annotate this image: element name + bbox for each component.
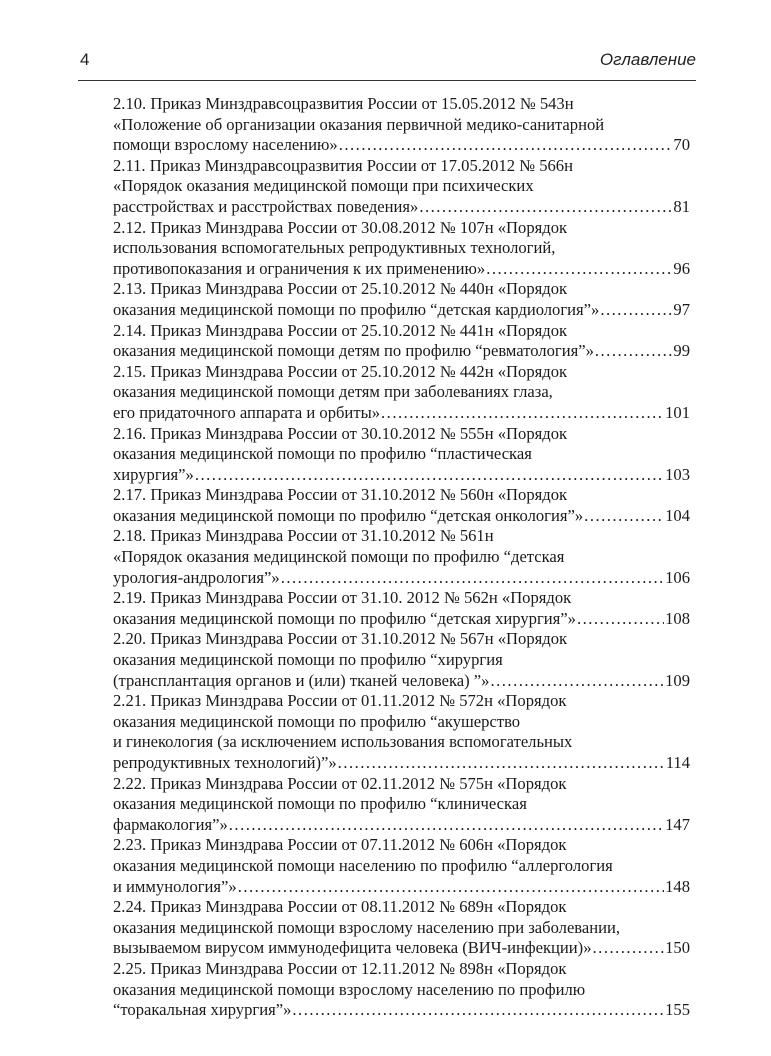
- toc-entry-final-line: [113, 197, 690, 218]
- toc-entry-line: оказания медицинской помощи детям при заболеваниях глаза,: [113, 382, 553, 402]
- header-rule: [78, 80, 696, 81]
- toc-page-number[interactable]: 155: [665, 1000, 690, 1020]
- toc-entry-line: “торакальная хирургия”»: [113, 1000, 292, 1020]
- toc-entry-final-line: [113, 135, 690, 156]
- toc-entry-final-line: [113, 815, 690, 836]
- toc-entry-final-line: [113, 403, 690, 424]
- toc-entry-line: и иммунология”»: [113, 876, 237, 896]
- toc-entry-line: вызываемом вирусом иммунодефицита человека (ВИЧ-инфекции)»: [113, 938, 592, 958]
- toc-entry-line: 2.25. Приказ Минздрава России от 12.11.2012 № 898н «Порядок: [113, 958, 567, 978]
- page-number: 4: [80, 50, 90, 69]
- toc-page-number[interactable]: 148: [665, 876, 690, 896]
- toc-page-number[interactable]: 104: [665, 505, 690, 525]
- toc-page-number[interactable]: 109: [665, 670, 690, 690]
- toc-entry[interactable]: [113, 526, 690, 588]
- toc-page-number[interactable]: 81: [673, 196, 690, 216]
- dot-leader: [339, 135, 673, 156]
- toc-entry[interactable]: [113, 156, 690, 218]
- dot-leader: [195, 465, 664, 486]
- toc-entry[interactable]: [113, 218, 690, 280]
- toc-entry-line: 2.16. Приказ Минздрава России от 30.10.2012 № 555н «Порядок: [113, 423, 568, 443]
- toc-entry-final-line: [113, 341, 690, 362]
- dot-leader: [238, 877, 664, 898]
- toc-entry-line: «Порядок оказания медицинской помощи по профилю “детская: [113, 547, 565, 567]
- toc-entry[interactable]: [113, 362, 690, 424]
- toc-page-number[interactable]: 114: [665, 753, 690, 772]
- toc-entry-final-line: [113, 609, 690, 630]
- table-of-contents: [113, 94, 690, 1021]
- toc-entry-line: «Порядок оказания медицинской помощи при психических: [113, 176, 534, 196]
- toc-entry-line: (трансплантация органов и (или) тканей человека) ”»: [113, 670, 490, 690]
- toc-entry-line: 2.15. Приказ Минздрава России от 25.10.2012 № 442н «Порядок: [113, 361, 568, 381]
- dot-leader: [490, 671, 664, 692]
- dot-leader: [577, 609, 664, 630]
- toc-entry-final-line: [113, 568, 690, 589]
- toc-entry-line: «Положение об организации оказания первичной медико-санитарной: [113, 114, 605, 134]
- dot-leader: [584, 506, 664, 527]
- toc-entry-final-line: [113, 671, 690, 692]
- toc-entry[interactable]: [113, 629, 690, 691]
- toc-entry[interactable]: [113, 279, 690, 320]
- toc-entry-line: 2.12. Приказ Минздрава России от 30.08.2012 № 107н «Порядок: [113, 217, 568, 237]
- toc-entry-line: репродуктивных технологий)”»: [113, 753, 337, 772]
- toc-entry-line: 2.24. Приказ Минздрава России от 08.11.2012 № 689н «Порядок: [113, 897, 567, 917]
- toc-page-number[interactable]: 108: [665, 608, 690, 628]
- toc-page-number[interactable]: 101: [665, 402, 690, 422]
- dot-leader: [338, 753, 665, 774]
- dot-leader: [486, 259, 672, 280]
- toc-entry-line: 2.11. Приказ Минздравсоцразвития России от 17.05.2012 № 566н: [113, 155, 573, 175]
- running-head-title: Оглавление: [599, 50, 696, 69]
- toc-entry-line: оказания медицинской помощи взрослому населению при заболевании,: [113, 917, 621, 937]
- dot-leader: [281, 568, 664, 589]
- toc-entry-final-line: [113, 877, 690, 898]
- toc-page-number[interactable]: 103: [665, 464, 690, 484]
- dot-leader: [595, 341, 673, 362]
- toc-entry-line: оказания медицинской помощи по профилю “пластическая: [113, 444, 532, 464]
- dot-leader: [292, 1000, 664, 1021]
- toc-entry-line: 2.20. Приказ Минздрава России от 31.10.2012 № 567н «Порядок: [113, 629, 568, 649]
- toc-entry-final-line: [113, 259, 690, 280]
- toc-page-number[interactable]: 99: [673, 341, 690, 361]
- dot-leader: [419, 197, 672, 218]
- toc-entry-line: 2.18. Приказ Минздрава России от 31.10.2012 № 561н: [113, 526, 494, 546]
- toc-entry-final-line: [113, 300, 690, 321]
- toc-entry-line: оказания медицинской помощи по профилю “детская хирургия”»: [113, 608, 576, 628]
- toc-entry-line: 2.14. Приказ Минздрава России от 25.10.2012 № 441н «Порядок: [113, 320, 568, 340]
- toc-entry-final-line: [113, 506, 690, 527]
- toc-entry-line: оказания медицинской помощи по профилю “хирургия: [113, 650, 503, 670]
- toc-entry-line: его придаточного аппарата и орбиты»: [113, 402, 381, 422]
- toc-entry[interactable]: [113, 94, 690, 156]
- toc-entry-line: 2.21. Приказ Минздрава России от 01.11.2012 № 572н «Порядок: [113, 691, 567, 711]
- toc-entry[interactable]: [113, 897, 690, 959]
- toc-entry[interactable]: [113, 691, 690, 773]
- toc-entry-line: оказания медицинской помощи взрослому населению по профилю: [113, 979, 586, 999]
- toc-entry[interactable]: [113, 774, 690, 836]
- dot-leader: [381, 403, 664, 424]
- toc-entry-line: 2.13. Приказ Минздрава России от 25.10.2012 № 440н «Порядок: [113, 279, 568, 299]
- toc-entry-line: оказания медицинской помощи по профилю “детская кардиология”»: [113, 299, 600, 319]
- toc-page-number[interactable]: 97: [673, 299, 690, 319]
- toc-entry-line: 2.19. Приказ Минздрава России от 31.10. 2012 № 562н «Порядок: [113, 588, 572, 608]
- toc-entry-line: расстройствах и расстройствах поведения»: [113, 196, 419, 216]
- toc-page-number[interactable]: 106: [665, 567, 690, 587]
- toc-entry-line: оказания медицинской помощи населению по профилю “аллергология: [113, 855, 613, 875]
- dot-leader: [593, 938, 665, 959]
- toc-entry-line: оказания медицинской помощи по профилю “акушерство: [113, 711, 521, 731]
- toc-entry-line: 2.23. Приказ Минздрава России от 07.11.2012 № 606н «Порядок: [113, 835, 567, 855]
- toc-entry-final-line: [113, 753, 690, 774]
- toc-entry-line: оказания медицинской помощи по профилю “детская онкология”»: [113, 505, 584, 525]
- toc-entry-line: фармакология”»: [113, 814, 228, 834]
- toc-entry-line: урология-андрология”»: [113, 567, 280, 587]
- toc-entry-final-line: [113, 1000, 690, 1021]
- toc-entry-final-line: [113, 465, 690, 486]
- toc-entry-line: помощи взрослому населению»: [113, 135, 338, 155]
- toc-entry[interactable]: [113, 959, 690, 1021]
- toc-page-number[interactable]: 150: [665, 938, 690, 958]
- toc-entry-line: оказания медицинской помощи по профилю “клиническая: [113, 794, 527, 814]
- toc-entry[interactable]: [113, 321, 690, 362]
- dot-leader: [600, 300, 672, 321]
- dot-leader: [229, 815, 664, 836]
- toc-page-number[interactable]: 96: [673, 258, 690, 278]
- toc-entry[interactable]: [113, 835, 690, 897]
- toc-entry[interactable]: [113, 485, 690, 526]
- toc-entry[interactable]: [113, 588, 690, 629]
- toc-entry-line: и гинекология (за исключением использования вспомогательных: [113, 732, 573, 752]
- toc-entry-line: хирургия”»: [113, 464, 194, 484]
- toc-entry-line: оказания медицинской помощи детям по профилю “ревматология”»: [113, 341, 594, 361]
- toc-entry-line: использования вспомогательных репродуктивных технологий,: [113, 238, 556, 258]
- toc-page-number[interactable]: 70: [673, 135, 690, 155]
- toc-entry-final-line: [113, 938, 690, 959]
- toc-entry-line: 2.17. Приказ Минздрава России от 31.10.2012 № 560н «Порядок: [113, 485, 568, 505]
- toc-page-number[interactable]: 147: [665, 814, 690, 834]
- toc-entry-line: 2.10. Приказ Минздравсоцразвития России от 15.05.2012 № 543н: [113, 94, 574, 113]
- toc-entry-line: 2.22. Приказ Минздрава России от 02.11.2012 № 575н «Порядок: [113, 773, 567, 793]
- toc-entry-line: противопоказания и ограничения к их применению»: [113, 258, 486, 278]
- toc-entry[interactable]: [113, 424, 690, 486]
